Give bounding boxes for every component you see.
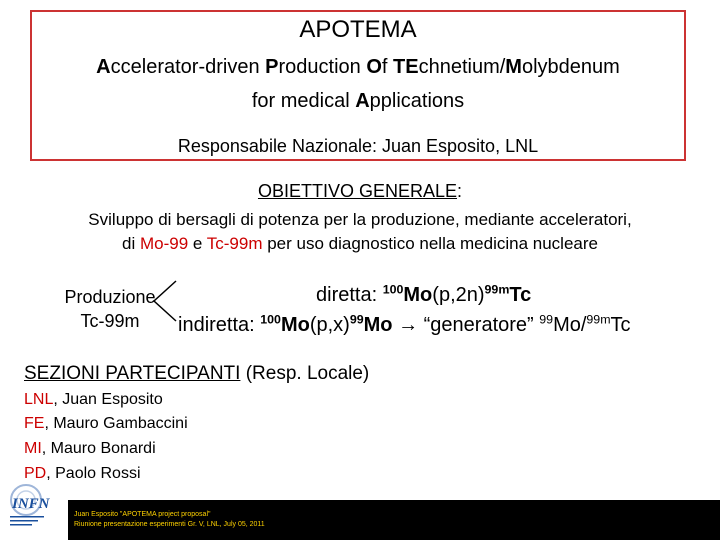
footer-bar	[68, 500, 720, 540]
objective-text-line2: di Mo-99 e Tc-99m per uso diagnostico nella medicina nucleare	[122, 234, 598, 253]
member-pd: PD, Paolo Rossi	[24, 465, 141, 482]
infn-logo-icon	[6, 480, 66, 536]
production-label: Produzione Tc-99m	[64, 287, 156, 331]
member-lnl: LNL, Juan Esposito	[24, 391, 163, 408]
project-title: APOTEMA	[299, 16, 417, 43]
project-subtitle-line2: for medical Applications	[251, 90, 465, 112]
indirect-production: indiretta: $^{100}Mo(p,x)^{99}Mo$ → “generatore” $^{99}$Mo/$^{99m}$Tc	[178, 312, 631, 336]
sections-heading: SEZIONI PARTECIPANTI (Resp. Locale)	[24, 363, 370, 384]
project-subtitle-line1: Accelerator-driven Production Of TEchnetium/Molybdenum	[96, 56, 620, 78]
objective-heading: OBIETTIVO GENERALE:	[257, 181, 463, 201]
footer-line1: Juan Esposito "APOTEMA project proposal"	[74, 511, 211, 518]
direct-production: diretta: $^{100}Mo(p,2n)^{99m}Tc$	[316, 282, 532, 306]
footer-line2: Riunione presentazione esperimenti Gr. V, LNL, July 05, 2011	[74, 521, 265, 528]
member-mi: MI, Mauro Bonardi	[24, 440, 156, 457]
national-responsible: Responsabile Nazionale: Juan Esposito, LNL	[177, 136, 539, 156]
branch-bracket-icon	[150, 277, 180, 327]
objective-text-line1: Sviluppo di bersagli di potenza per la produzione, mediante acceleratori,	[88, 210, 632, 229]
member-fe: FE, Mauro Gambaccini	[24, 415, 188, 432]
svg-text:INFN: INFN	[12, 496, 50, 512]
arrow-right-icon: →	[398, 314, 419, 336]
